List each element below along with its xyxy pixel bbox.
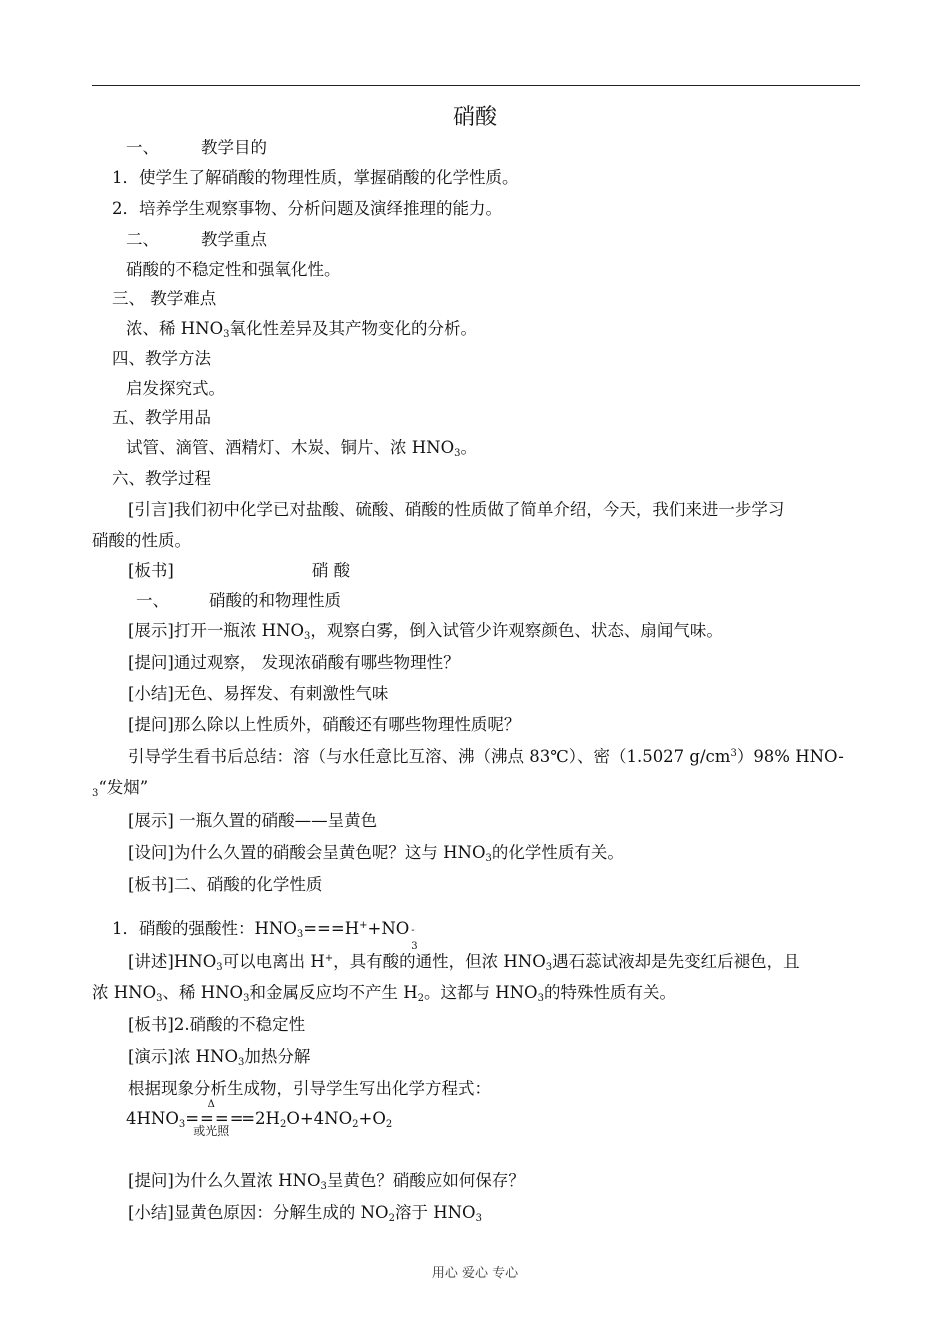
- analysis-line: 根据现象分析生成物，引导学生写出化学方程式：: [128, 1079, 491, 1098]
- goal-1: 1．使学生了解硝酸的物理性质，掌握硝酸的化学性质。: [112, 168, 519, 187]
- section-materials: 五、教学用品: [112, 408, 211, 427]
- difficulty-text: 浓、稀 $HNO_3$氧化性差异及其产物变化的分析。: [126, 319, 477, 340]
- question-2: [提问]那么除以上性质外，硝酸还有哪些物理性质呢？: [128, 715, 521, 734]
- summary-1: [小结]无色、易挥发、有刺激性气味: [128, 684, 389, 703]
- decomposition-equation: $4HNO_3$ Δ ==== 或光照 $=2H_2O+4NO_2+O_2$: [126, 1099, 393, 1138]
- materials-text: 试管、滴管、酒精灯、木炭、铜片、浓 $HNO_3$。: [126, 438, 477, 459]
- section-process: 六、教学过程: [112, 469, 211, 488]
- intro-line-1: [引言]我们初中化学已对盐酸、硫酸、硝酸的性质做了简单介绍，今天，我们来进一步学习: [128, 500, 785, 519]
- header-rule: [92, 85, 860, 86]
- page-title: 硝酸: [452, 105, 497, 130]
- question-1: [提问]通过观察， 发现浓硝酸有哪些物理性？: [128, 653, 460, 672]
- board-instability: [板书]2.硝酸的不稳定性: [128, 1015, 306, 1034]
- section-number: 一、: [126, 138, 159, 157]
- section-label: 教学重点: [201, 230, 267, 249]
- focus-text: 硝酸的不稳定性和强氧化性。: [126, 260, 341, 279]
- section-goals: [126, 137, 267, 159]
- page-footer: 用心 爱心 专心: [431, 1266, 519, 1281]
- subsection-physical: 一、 硝酸的和物理性质: [136, 591, 341, 610]
- goal-2: 2．培养学生观察事物、分析问题及演绎推理的能力。: [112, 199, 502, 218]
- section-focus: [126, 229, 267, 251]
- show-line-1: [展示]打开一瓶浓 $HNO_3$，观察白雾，倒入试管少许观察颜色、状态、扇闻气味。: [128, 621, 723, 642]
- section-difficulty: 三、 教学难点: [112, 289, 217, 308]
- intro-line-2: 硝酸的性质。: [92, 531, 191, 550]
- section-method: 四、教学方法: [112, 349, 211, 368]
- question-3: [提问]为什么久置浓 $HNO_3$呈黄色？硝酸应如何保存？: [128, 1171, 525, 1192]
- section-number: 二、: [126, 230, 159, 249]
- method-text: 启发探究式。: [126, 379, 225, 398]
- guide-line-1: 引导学生看书后总结：溶（与水任意比互溶、沸（沸点 83℃）、密（1.5027 $g/cm^3)98\%$ HNO-: [128, 747, 844, 766]
- section-label: 教学目的: [201, 138, 267, 157]
- guide-line-2: $_3$“发烟”: [92, 778, 149, 799]
- lecture-line-2: 浓 $HNO_3$、稀 $HNO_3$和金属反应均不产生 $H_2$。这都与 $HNO_3$的特殊性质有关。: [92, 983, 676, 1004]
- show-line-2: [展示] 一瓶久置的硝酸——呈黄色: [128, 811, 378, 830]
- lecture-line-1: [讲述]$HNO_3$可以电离出 H+，具有酸的通性，但浓 $HNO_3$遇石蕊试液却是先变红后褪色，且: [128, 952, 800, 973]
- ask-line-1: [设问]为什么久置的硝酸会呈黄色呢？这与 $HNO_3$的化学性质有关。: [128, 843, 624, 864]
- strong-acid-line: 1．硝酸的强酸性：$HNO_3===H^++NO$ - 3: [112, 919, 418, 952]
- demo-line: [演示]浓 $HNO_3$加热分解: [128, 1047, 311, 1068]
- board-chemical: [板书]二、硝酸的化学性质: [128, 875, 323, 894]
- board-title: [板书] 硝 酸: [128, 561, 351, 580]
- summary-2: [小结]显黄色原因：分解生成的 $NO_2$溶于 $HNO_3$: [128, 1203, 482, 1224]
